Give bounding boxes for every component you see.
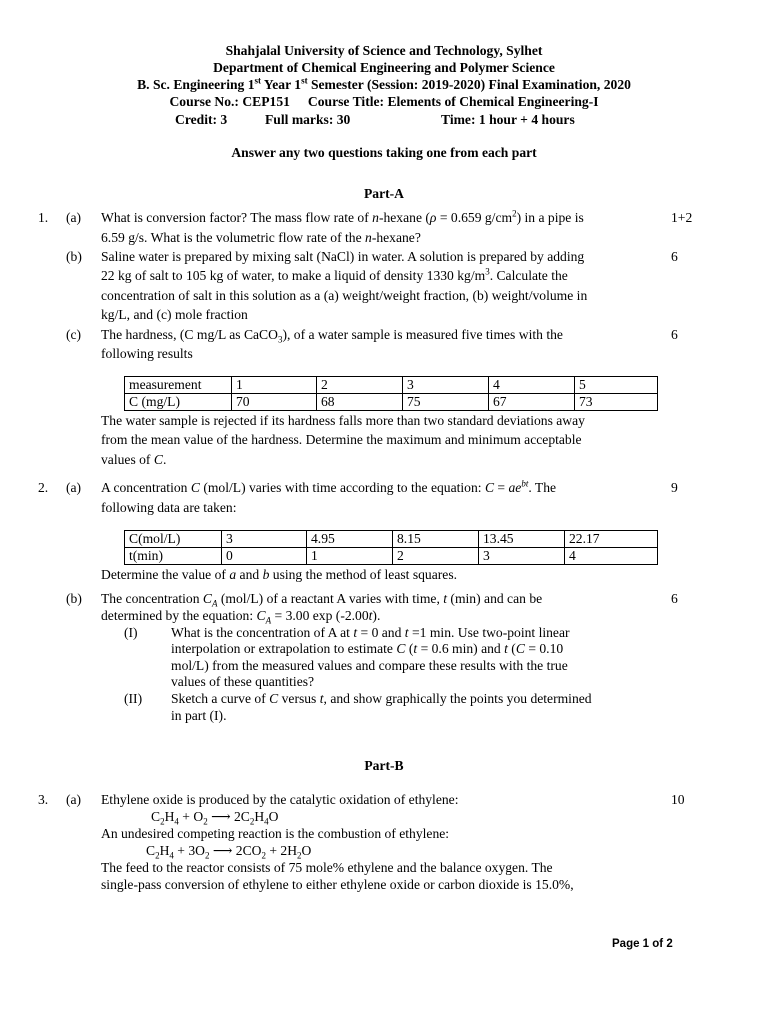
table-cell: 5 bbox=[575, 377, 658, 394]
reaction-equation-1: $C_2H_4 + O_2$ ⟶ $2C_2H_4O$ bbox=[151, 809, 279, 827]
q1c-after3: values of C. bbox=[101, 452, 167, 467]
table-cell: 73 bbox=[575, 394, 658, 411]
hardness-table bbox=[124, 376, 658, 411]
course-line: Course No.: CEP151 Course Title: Elements of Chemical Engineering-I bbox=[169, 94, 599, 109]
q1c-line1: The hardness, (C mg/L as CaCO$_3$), of a water sample is measured five times with the bbox=[101, 327, 563, 345]
table-cell: 75 bbox=[403, 394, 489, 411]
table-cell: C(mol/L) bbox=[125, 531, 222, 548]
table-row bbox=[125, 548, 658, 565]
full-marks-text: Full marks: 30 bbox=[265, 112, 351, 127]
table-cell: 3 bbox=[222, 531, 307, 548]
q2a-after: Determine the value of a and b using the method of least squares. bbox=[101, 567, 458, 582]
q1b-line2: 22 kg of salt to 105 kg of water, to make a liquid of density 1330 $kg/m^3$. Calculate the bbox=[101, 266, 568, 283]
q2b-ii-label: (II) bbox=[124, 691, 143, 706]
q2b-label: (b) bbox=[66, 591, 82, 606]
q2a-marks: 9 bbox=[671, 480, 678, 495]
question-2-number: 2. bbox=[38, 480, 49, 495]
q1c-label: (c) bbox=[66, 327, 82, 342]
concentration-table bbox=[124, 530, 658, 565]
q1a-marks: 1+2 bbox=[671, 210, 693, 225]
q2b-i-label: (I) bbox=[124, 625, 138, 640]
table-cell: 67 bbox=[489, 394, 575, 411]
q2b-line2: determined by the equation: $C_A = 3.00$ exp (-2.00t). bbox=[101, 608, 381, 626]
q3a-line2: An undesired competing reaction is the combustion of ethylene: bbox=[101, 826, 450, 841]
table-cell: 13.45 bbox=[479, 531, 565, 548]
q1b-line4: kg/L, and (c) mole fraction bbox=[101, 307, 248, 322]
department-name: Department of Chemical Engineering and Polymer Science bbox=[213, 60, 555, 75]
credit-text: Credit: 3 bbox=[175, 112, 228, 127]
table-cell: 4 bbox=[489, 377, 575, 394]
table-cell: 22.17 bbox=[565, 531, 658, 548]
table-cell: 8.15 bbox=[393, 531, 479, 548]
q2a-line1: A concentration C (mol/L) varies with time according to the equation: $C = ae^{bt}$. The bbox=[101, 478, 557, 495]
q2b-ii-line2: in part (I). bbox=[171, 708, 227, 723]
question-1-number: 1. bbox=[38, 210, 49, 225]
q2b-marks: 6 bbox=[671, 591, 678, 606]
q1b-label: (b) bbox=[66, 249, 82, 264]
table-cell: 1 bbox=[232, 377, 317, 394]
q2b-i-line1: What is the concentration of A at t = 0 and t =1 min. Use two-point linear bbox=[171, 625, 570, 640]
reaction-equation-2: $C_2H_4 + 3O_2$ ⟶ $2CO_2 + 2H_2O$ bbox=[146, 843, 312, 861]
part-a-heading: Part-A bbox=[363, 186, 404, 201]
q3a-line1: Ethylene oxide is produced by the catalytic oxidation of ethylene: bbox=[101, 792, 459, 807]
q1a-line2: 6.59 g/s. What is the volumetric flow rate of the n-hexane? bbox=[101, 230, 421, 245]
q1c-after1: The water sample is rejected if its hardness falls more than two standard deviations away bbox=[101, 413, 585, 428]
q1b-line1: Saline water is prepared by mixing salt (NaCl) in water. A solution is prepared by adding bbox=[101, 249, 585, 264]
page-number: Page 1 of 2 bbox=[612, 938, 673, 950]
instructions: Answer any two questions taking one from each part bbox=[231, 145, 537, 160]
q3a-line4: single-pass conversion of ethylene to either ethylene oxide or carbon dioxide is 15.0%, bbox=[101, 877, 574, 892]
table-cell: t(min) bbox=[125, 548, 222, 565]
table-cell: 70 bbox=[232, 394, 317, 411]
q1a-label: (a) bbox=[66, 210, 82, 225]
time-text: Time: 1 hour + 4 hours bbox=[441, 112, 575, 127]
q2b-i-line2: interpolation or extrapolation to estimate C (t = 0.6 min) and t (C = 0.10 bbox=[171, 641, 564, 656]
q2a-label: (a) bbox=[66, 480, 82, 495]
table-row bbox=[125, 377, 658, 394]
q3a-line3: The feed to the reactor consists of 75 mole% ethylene and the balance oxygen. The bbox=[101, 860, 553, 875]
q3a-marks: 10 bbox=[671, 792, 685, 807]
q2b-ii-line1: Sketch a curve of C versus t, and show graphically the points you determined bbox=[171, 691, 592, 706]
q3a-label: (a) bbox=[66, 792, 82, 807]
table-cell: measurement bbox=[125, 377, 232, 394]
q1a-line1: What is conversion factor? The mass flow rate of n-hexane (ρ = 0.659 $g/cm^2$) in a pipe is bbox=[101, 208, 584, 225]
q2a-line2: following data are taken: bbox=[101, 500, 237, 515]
part-b-heading: Part-B bbox=[364, 758, 404, 773]
table-cell: 2 bbox=[393, 548, 479, 565]
q1c-line2: following results bbox=[101, 346, 193, 361]
table-row bbox=[125, 394, 658, 411]
table-row bbox=[125, 531, 658, 548]
table-cell: 68 bbox=[317, 394, 403, 411]
table-cell: 0 bbox=[222, 548, 307, 565]
q2b-i-line4: values of these quantities? bbox=[171, 674, 315, 689]
table-cell: 3 bbox=[403, 377, 489, 394]
table-cell: 4 bbox=[565, 548, 658, 565]
q1b-marks: 6 bbox=[671, 249, 678, 264]
table-cell: C (mg/L) bbox=[125, 394, 232, 411]
university-name: Shahjalal University of Science and Technology, Sylhet bbox=[225, 43, 543, 58]
q2b-line1: The concentration $C_A$ (mol/L) of a reactant A varies with time, t (min) and can be bbox=[101, 591, 543, 609]
q1c-after2: from the mean value of the hardness. Determine the maximum and minimum acceptable bbox=[101, 432, 582, 447]
table-cell: 3 bbox=[479, 548, 565, 565]
table-cell: 2 bbox=[317, 377, 403, 394]
table-cell: 1 bbox=[307, 548, 393, 565]
table-cell: 4.95 bbox=[307, 531, 393, 548]
q2b-i-line3: mol/L) from the measured values and compare these results with the true bbox=[171, 658, 568, 673]
exam-title: B. Sc. Engineering 1st Year 1st Semester (Session: 2019-2020) Final Examination, 2020 bbox=[137, 75, 631, 92]
question-3-number: 3. bbox=[38, 792, 49, 807]
q1c-marks: 6 bbox=[671, 327, 678, 342]
q1b-line3: concentration of salt in this solution as a (a) weight/weight fraction, (b) weight/volume in bbox=[101, 288, 588, 303]
